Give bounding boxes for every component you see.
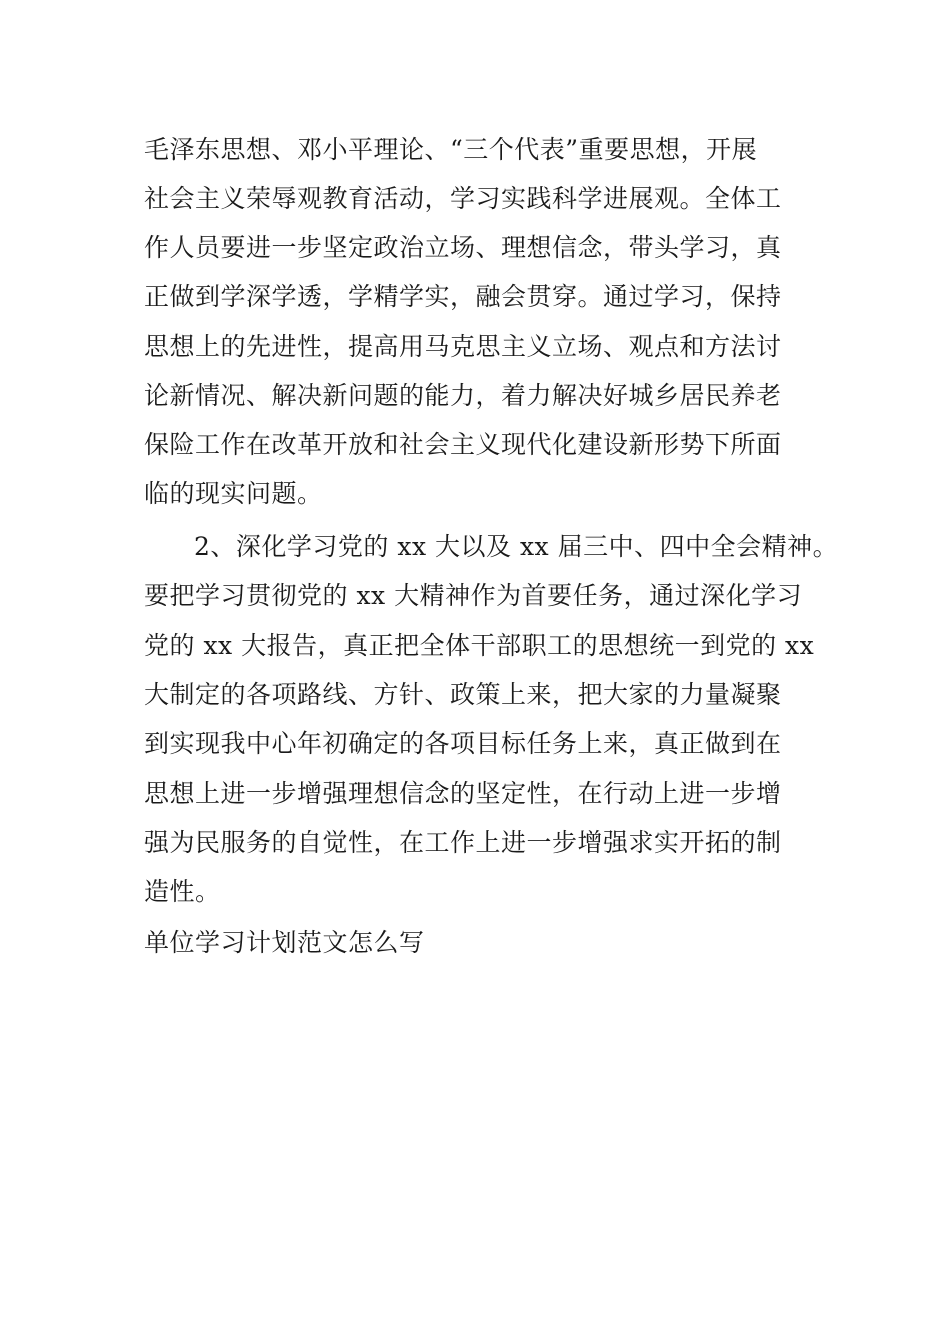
paragraph-2-line: 造性。: [144, 877, 221, 906]
paragraph-1-line: 正做到学深学透，学精学实，融会贯穿。通过学习，保持: [144, 282, 782, 311]
paragraph-2-line: 强为民服务的自觉性，在工作上进一步增强求实开拓的制: [144, 828, 782, 857]
paragraph-1-line: 毛泽东思想、邓小平理论、“三个代表”重要思想，开展: [144, 135, 758, 164]
paragraph-1-line: 社会主义荣辱观教育活动，学习实践科学进展观。全体工: [144, 184, 782, 213]
paragraph-2-line: 到实现我中心年初确定的各项目标任务上来，真正做到在: [144, 729, 782, 758]
paragraph-1-line: 临的现实问题。: [144, 479, 323, 508]
paragraph-2-line: 党的 xx 大报告，真正把全体干部职工的思想统一到党的 xx: [144, 631, 815, 660]
paragraph-2-line: 要把学习贯彻党的 xx 大精神作为首要任务，通过深化学习: [144, 581, 803, 610]
section-heading: 单位学习计划范文怎么写: [144, 928, 425, 957]
paragraph-2-line: 思想上进一步增强理想信念的坚定性，在行动上进一步增: [144, 779, 782, 808]
paragraph-1-line: 保险工作在改革开放和社会主义现代化建设新形势下所面: [144, 430, 782, 459]
paragraph-2-line: 大制定的各项路线、方针、政策上来，把大家的力量凝聚: [144, 680, 782, 709]
paragraph-1-line: 思想上的先进性，提高用马克思主义立场、观点和方法讨: [144, 332, 782, 361]
paragraph-1-line: 论新情况、解决新问题的能力，着力解决好城乡居民养老: [144, 381, 782, 410]
paragraph-2-line: 2、深化学习党的 xx 大以及 xx 届三中、四中全会精神。: [194, 532, 839, 561]
paragraph-1-line: 作人员要进一步坚定政治立场、理想信念，带头学习，真: [144, 233, 782, 262]
